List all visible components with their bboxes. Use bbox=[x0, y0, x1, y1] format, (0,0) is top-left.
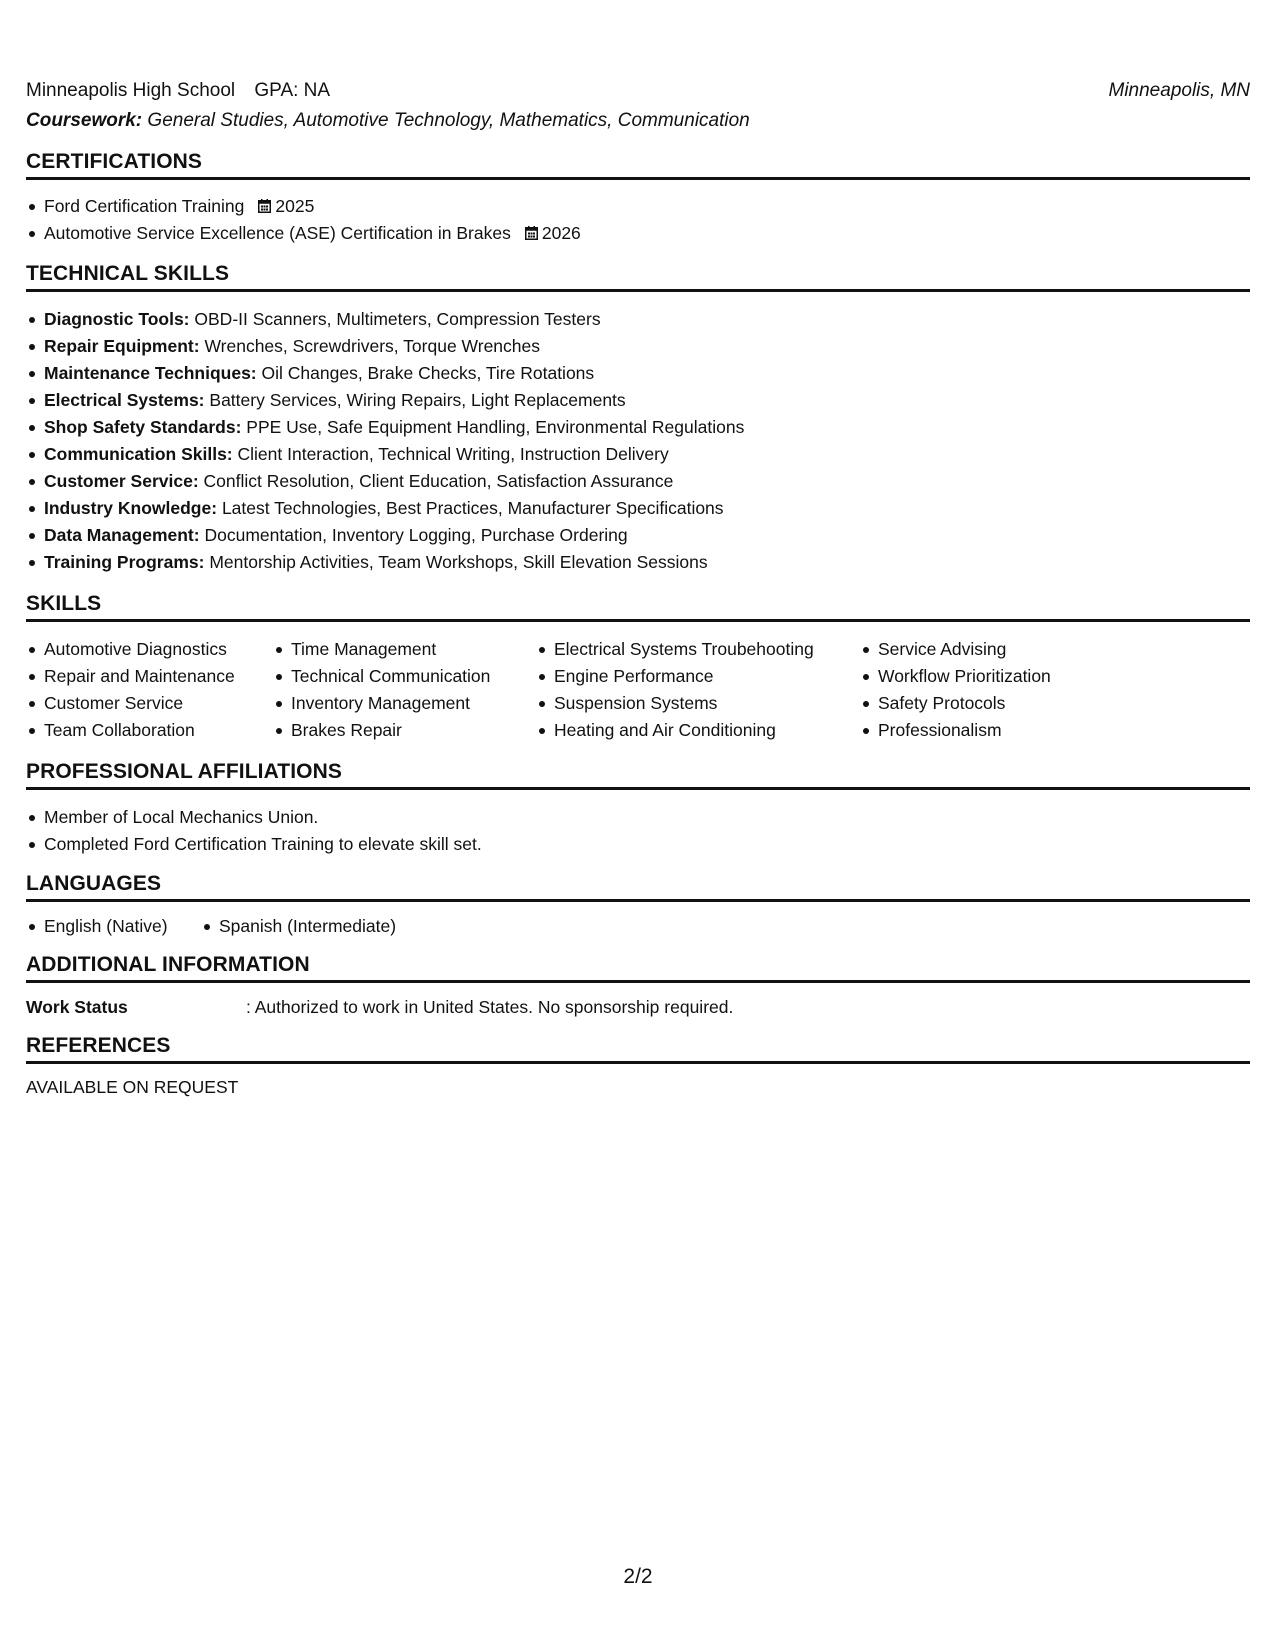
technical-skill-value: Battery Services, Wiring Repairs, Light Replacements bbox=[209, 390, 626, 410]
languages-heading: LANGUAGES bbox=[26, 872, 1250, 902]
certifications-heading: CERTIFICATIONS bbox=[26, 150, 1250, 180]
skill-item: Automotive Diagnostics bbox=[26, 636, 235, 663]
technical-skill-value: Conflict Resolution, Client Education, Satisfaction Assurance bbox=[203, 471, 674, 491]
skill-item: Brakes Repair bbox=[273, 717, 490, 744]
skill-item: Repair and Maintenance bbox=[26, 663, 235, 690]
certifications-list bbox=[26, 193, 581, 247]
technical-skill-value: Oil Changes, Brake Checks, Tire Rotations bbox=[261, 363, 595, 383]
additional-info-heading: ADDITIONAL INFORMATION bbox=[26, 953, 1250, 983]
skill-item: Customer Service bbox=[26, 690, 235, 717]
affiliation-item: Member of Local Mechanics Union. bbox=[26, 804, 482, 831]
technical-skill-item bbox=[26, 360, 744, 387]
skill-item: Technical Communication bbox=[273, 663, 490, 690]
skill-item: Engine Performance bbox=[536, 663, 814, 690]
certification-item bbox=[26, 193, 581, 220]
coursework bbox=[26, 110, 750, 132]
technical-skill-item bbox=[26, 495, 744, 522]
language-item: English (Native) bbox=[26, 913, 168, 940]
skill-item: Service Advising bbox=[860, 636, 1051, 663]
certification-name: Ford Certification Training bbox=[44, 196, 245, 216]
school-location: Minneapolis, MN bbox=[1108, 80, 1250, 101]
technical-skill-label: Data Management: bbox=[44, 525, 200, 545]
technical-skill-label: Shop Safety Standards: bbox=[44, 417, 242, 437]
certification-year: 2026 bbox=[541, 223, 581, 243]
technical-skill-item bbox=[26, 468, 744, 495]
technical-skill-value: Latest Technologies, Best Practices, Manufacturer Specifications bbox=[221, 498, 724, 518]
technical-skill-item bbox=[26, 414, 744, 441]
resume-page bbox=[26, 0, 1250, 1650]
technical-skill-item bbox=[26, 522, 744, 549]
technical-skill-value: Mentorship Activities, Team Workshops, Skill Elevation Sessions bbox=[209, 552, 708, 572]
skills-column bbox=[26, 636, 235, 744]
technical-skill-value: Wrenches, Screwdrivers, Torque Wrenches bbox=[204, 336, 541, 356]
coursework-label: Coursework: bbox=[26, 110, 143, 131]
technical-skill-value: Documentation, Inventory Logging, Purchase Ordering bbox=[204, 525, 628, 545]
calendar-icon bbox=[525, 226, 538, 240]
skills-heading: SKILLS bbox=[26, 592, 1250, 622]
skill-item: Time Management bbox=[273, 636, 490, 663]
technical-skills-list bbox=[26, 306, 744, 576]
education-row bbox=[26, 80, 1250, 106]
technical-skill-item bbox=[26, 441, 744, 468]
skill-item: Workflow Prioritization bbox=[860, 663, 1051, 690]
technical-skill-item bbox=[26, 549, 744, 576]
skills-column bbox=[273, 636, 490, 744]
technical-skills-heading: TECHNICAL SKILLS bbox=[26, 262, 1250, 292]
work-status-label: Work Status bbox=[26, 997, 128, 1017]
technical-skill-item bbox=[26, 387, 744, 414]
affiliations-heading: PROFESSIONAL AFFILIATIONS bbox=[26, 760, 1250, 790]
technical-skill-value: PPE Use, Safe Equipment Handling, Environmental Regulations bbox=[246, 417, 745, 437]
work-status-value: : Authorized to work in United States. No sponsorship required. bbox=[246, 997, 734, 1017]
technical-skill-value: Client Interaction, Technical Writing, Instruction Delivery bbox=[237, 444, 669, 464]
skill-item: Inventory Management bbox=[273, 690, 490, 717]
language-item: Spanish (Intermediate) bbox=[201, 913, 396, 940]
technical-skill-value: OBD-II Scanners, Multimeters, Compression Testers bbox=[194, 309, 601, 329]
skill-item: Electrical Systems Troubehooting bbox=[536, 636, 814, 663]
work-status-row bbox=[26, 994, 1250, 1021]
affiliation-item: Completed Ford Certification Training to elevate skill set. bbox=[26, 831, 482, 858]
skill-item: Safety Protocols bbox=[860, 690, 1051, 717]
coursework-value: General Studies, Automotive Technology, Mathematics, Communication bbox=[147, 110, 750, 131]
page-number: 2/2 bbox=[623, 1565, 653, 1588]
technical-skill-label: Repair Equipment: bbox=[44, 336, 200, 356]
certification-name: Automotive Service Excellence (ASE) Certification in Brakes bbox=[44, 223, 511, 243]
certification-item bbox=[26, 220, 581, 247]
technical-skill-item bbox=[26, 333, 744, 360]
technical-skill-item bbox=[26, 306, 744, 333]
skills-column bbox=[536, 636, 814, 744]
skill-item: Team Collaboration bbox=[26, 717, 235, 744]
school-name: Minneapolis High School bbox=[26, 80, 236, 101]
skills-column bbox=[860, 636, 1051, 744]
affiliations-list bbox=[26, 804, 482, 858]
technical-skill-label: Industry Knowledge: bbox=[44, 498, 218, 518]
skill-item: Professionalism bbox=[860, 717, 1051, 744]
skill-item: Heating and Air Conditioning bbox=[536, 717, 814, 744]
skill-item: Suspension Systems bbox=[536, 690, 814, 717]
technical-skill-label: Diagnostic Tools: bbox=[44, 309, 190, 329]
gpa: GPA: NA bbox=[254, 80, 331, 101]
calendar-icon bbox=[258, 199, 271, 213]
references-heading: REFERENCES bbox=[26, 1034, 1250, 1064]
technical-skill-label: Customer Service: bbox=[44, 471, 199, 491]
certification-year: 2025 bbox=[275, 196, 315, 216]
references-text: AVAILABLE ON REQUEST bbox=[26, 1077, 239, 1097]
education-school-block bbox=[26, 80, 330, 102]
technical-skill-label: Maintenance Techniques: bbox=[44, 363, 257, 383]
technical-skill-label: Electrical Systems: bbox=[44, 390, 205, 410]
technical-skill-label: Training Programs: bbox=[44, 552, 205, 572]
technical-skill-label: Communication Skills: bbox=[44, 444, 233, 464]
